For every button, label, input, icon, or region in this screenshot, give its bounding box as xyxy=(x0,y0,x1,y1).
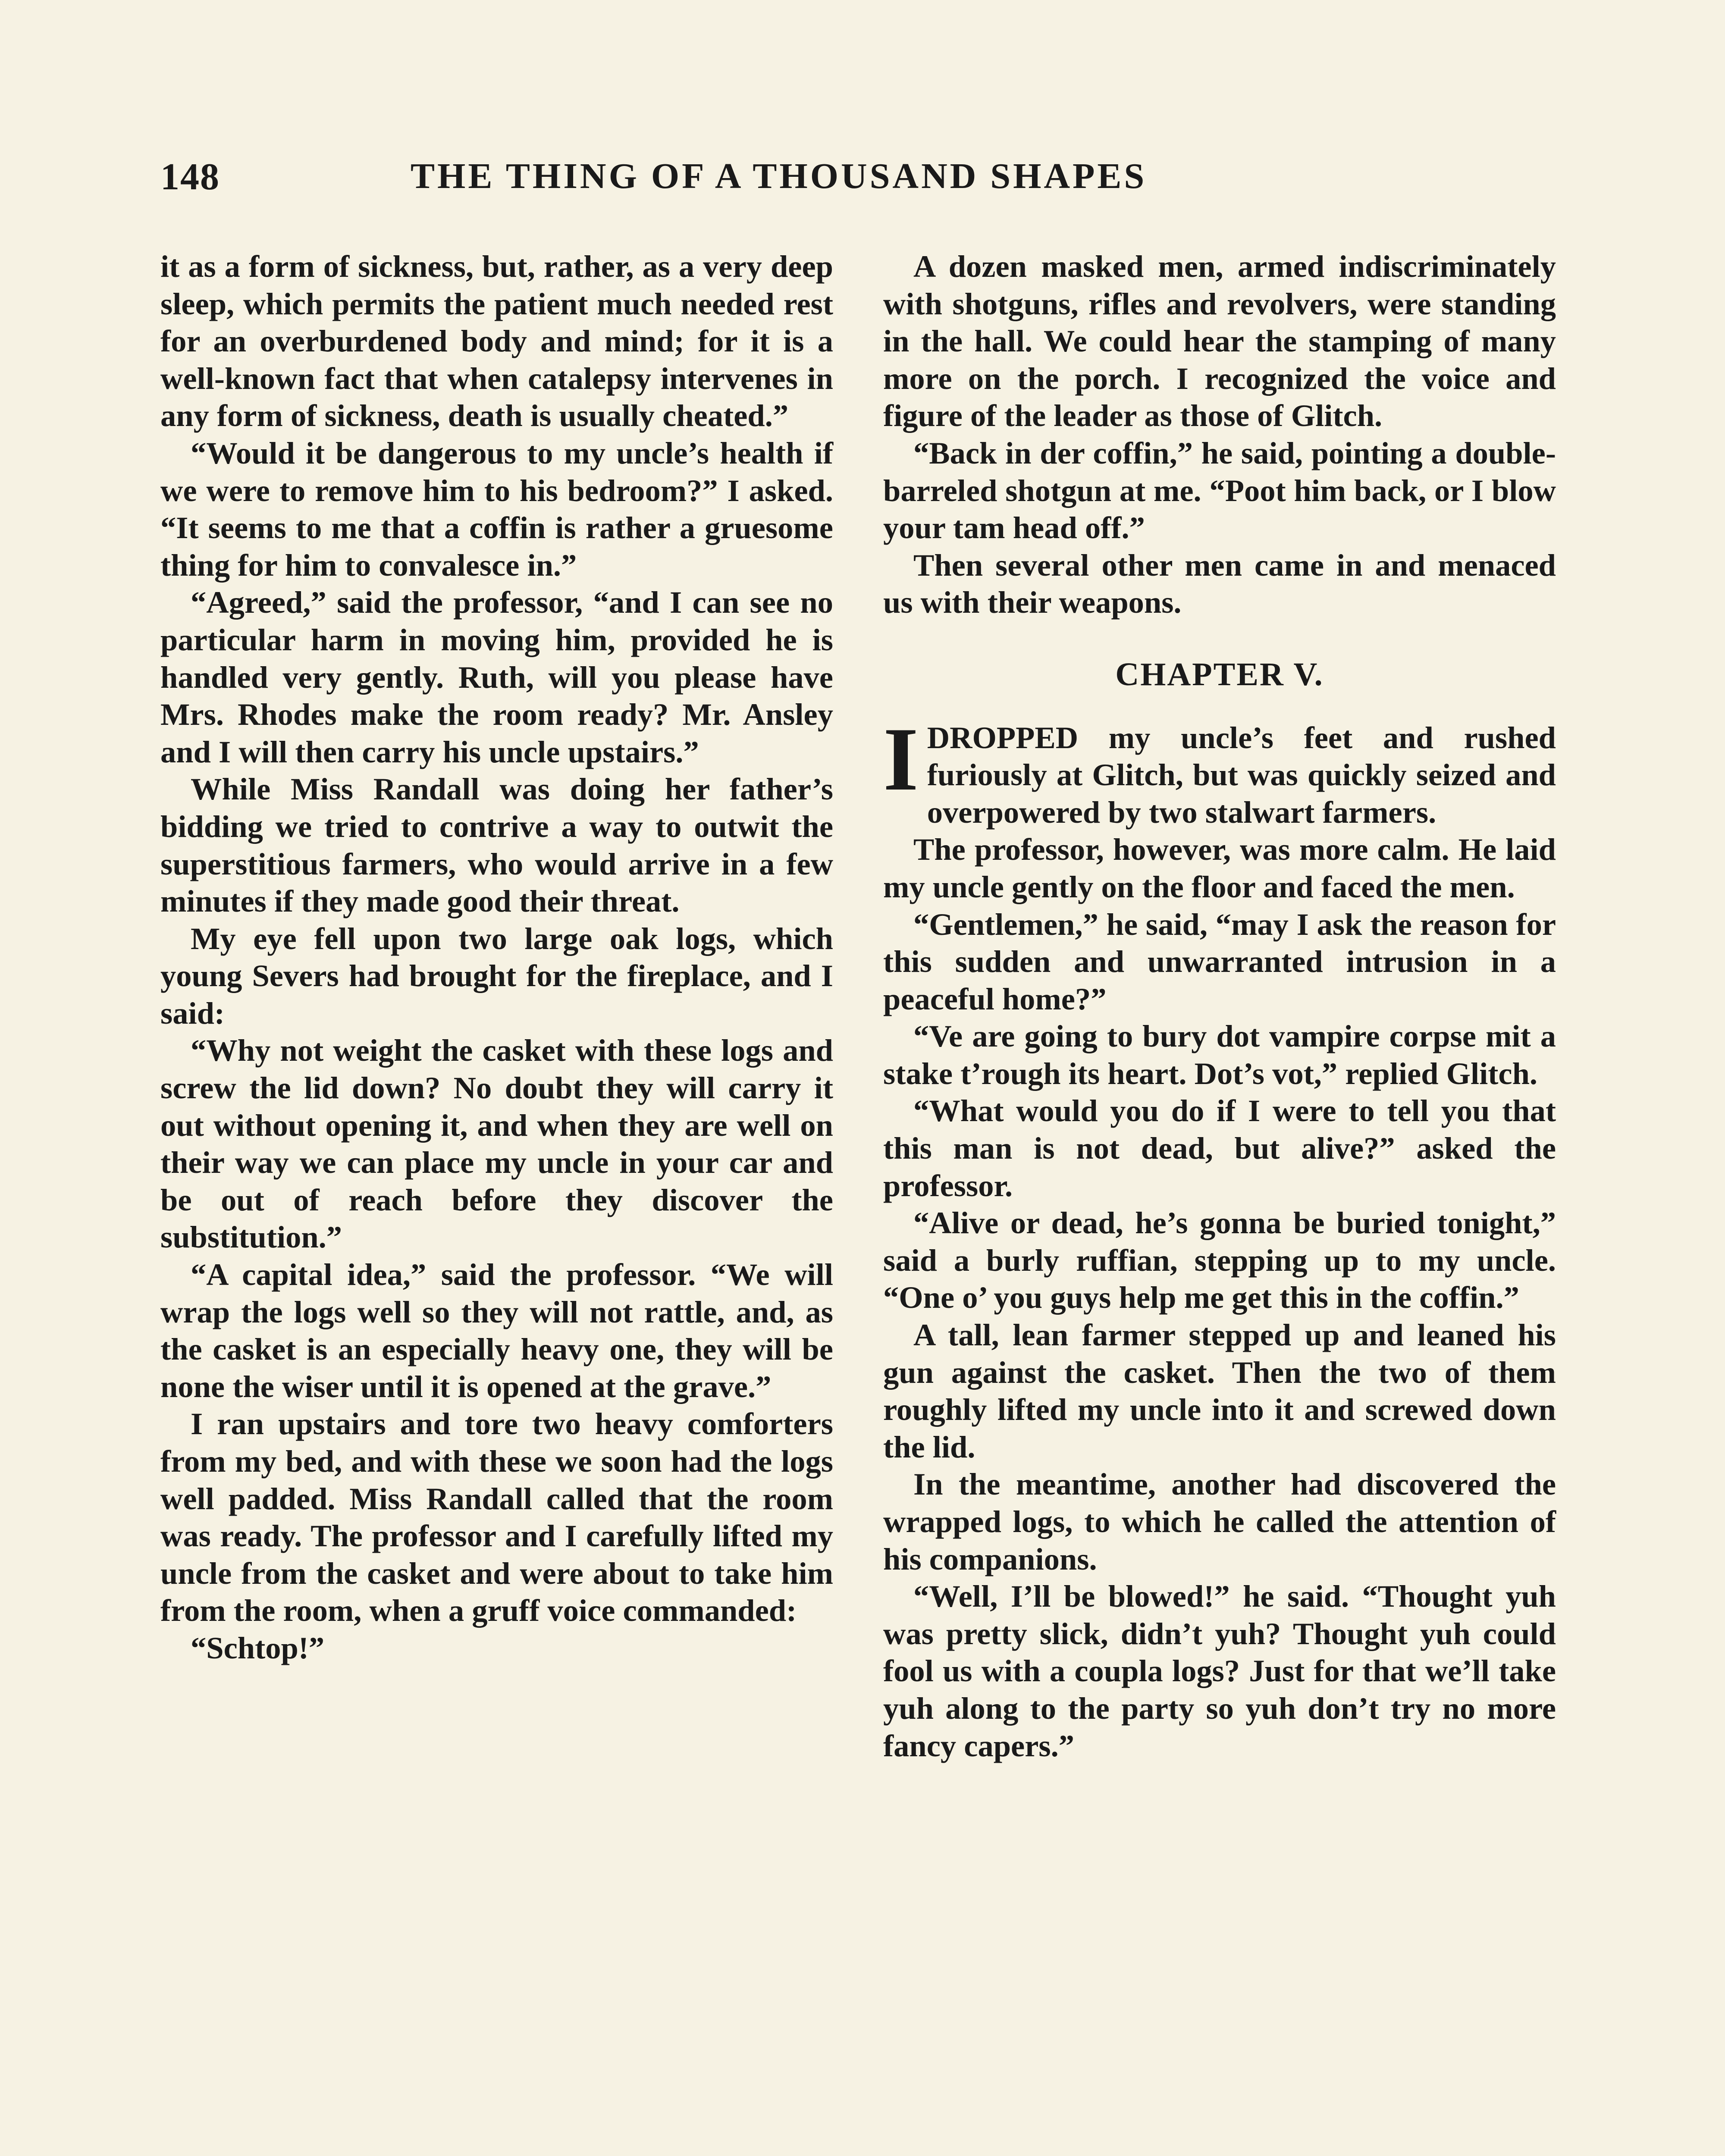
paragraph: “Would it be dangerous to my uncle’s health if we were to remove him to his bedroom?” I asked. “It seems to me that a coffin is rather a gruesome thing for him to convalesce in.” xyxy=(160,435,833,583)
paragraph: While Miss Randall was doing her father’s bidding we tried to contrive a way to outwit the superstitious farmers, who would arrive in a few minutes if they made good their threat. xyxy=(160,771,833,919)
page-header xyxy=(160,155,1556,203)
paragraph-text: DROPPED my uncle’s feet and rushed furiously at Glitch, but was quickly seized and overpowered by two stalwart farmers. xyxy=(927,720,1556,830)
paragraph: “Well, I’ll be blowed!” he said. “Thought yuh was pretty slick, didn’t yuh? Thought yuh could fool us with a coupla logs? Just for that we’ll take yuh along to the party so yuh don’t try no more fancy capers.” xyxy=(883,1579,1556,1763)
page-number: 148 xyxy=(160,156,220,198)
paragraph: My eye fell upon two large oak logs, which young Severs had brought for the fireplace, and I said: xyxy=(160,921,833,1031)
paragraph: Then several other men came in and menaced us with their weapons. xyxy=(883,547,1556,620)
paragraph: A tall, lean farmer stepped up and leaned his gun against the casket. Then the two of them roughly lifted my uncle into it and screwed down the lid. xyxy=(883,1317,1556,1464)
drop-cap: I xyxy=(883,709,919,809)
chapter-opening-paragraph xyxy=(883,709,1556,831)
right-column xyxy=(883,248,1556,1764)
paragraph: “Schtop!” xyxy=(191,1630,325,1665)
paragraph: “Why not weight the casket with these logs and screw the lid down? No doubt they will carry it out without opening it, and when they are well on their way we can place my uncle in your car and be out of reach before they discover the substitution.” xyxy=(160,1033,833,1255)
running-title: THE THING OF A THOUSAND SHAPES xyxy=(411,156,1147,196)
paragraph: “Back in der coffin,” he said, pointing a double-barreled shotgun at me. “Poot him back, or I blow your tam head off.” xyxy=(883,435,1556,545)
paragraph: “Gentlemen,” he said, “may I ask the reason for this sudden and unwarranted intrusion in a peaceful home?” xyxy=(883,906,1556,1016)
paragraph: The professor, however, was more calm. He laid my uncle gently on the floor and faced the men. xyxy=(883,832,1556,904)
paragraph: A dozen masked men, armed indiscriminately with shotguns, rifles and revolvers, were standing in the hall. We could hear the stamping of many more on the porch. I recognized the voice and figure of the leader as those of Glitch. xyxy=(883,249,1556,433)
paragraph: “A capital idea,” said the professor. “We will wrap the logs well so they will not rattle, and, as the casket is an especially heavy one, they will be none the wiser until it is opened at the grave.” xyxy=(160,1257,833,1404)
left-column xyxy=(160,248,833,1667)
chapter-heading: CHAPTER V. xyxy=(1115,656,1324,693)
paragraph: In the meantime, another had discovered the wrapped logs, to which he called the attention of his companions. xyxy=(883,1467,1556,1576)
paragraph: “What would you do if I were to tell you that this man is not dead, but alive?” asked the professor. xyxy=(883,1093,1556,1203)
paragraph: “Ve are going to bury dot vampire corpse mit a stake t’rough its heart. Dot’s vot,” replied Glitch. xyxy=(883,1018,1556,1091)
paragraph: it as a form of sickness, but, rather, as a very deep sleep, which permits the patient much needed rest for an overburdened body and mind; for it is a well-known fact that when catalepsy intervenes in any form of sickness, death is usually cheated.” xyxy=(160,249,833,433)
paragraph: “Agreed,” said the professor, “and I can see no particular harm in moving him, provided he is handled very gently. Ruth, will you please have Mrs. Rhodes make the room ready? Mr. Ansley and I will then carry his uncle upstairs.” xyxy=(160,585,833,769)
paragraph: “Alive or dead, he’s gonna be buried tonight,” said a burly ruffian, stepping up to my uncle. “One o’ you guys help me get this in the coffin.” xyxy=(883,1205,1556,1315)
paragraph: I ran upstairs and tore two heavy comforters from my bed, and with these we soon had the logs well padded. Miss Randall called that the room was ready. The professor and I carefully lifted my uncle from the casket and were about to take him from the room, when a gruff voice commanded: xyxy=(160,1406,833,1628)
